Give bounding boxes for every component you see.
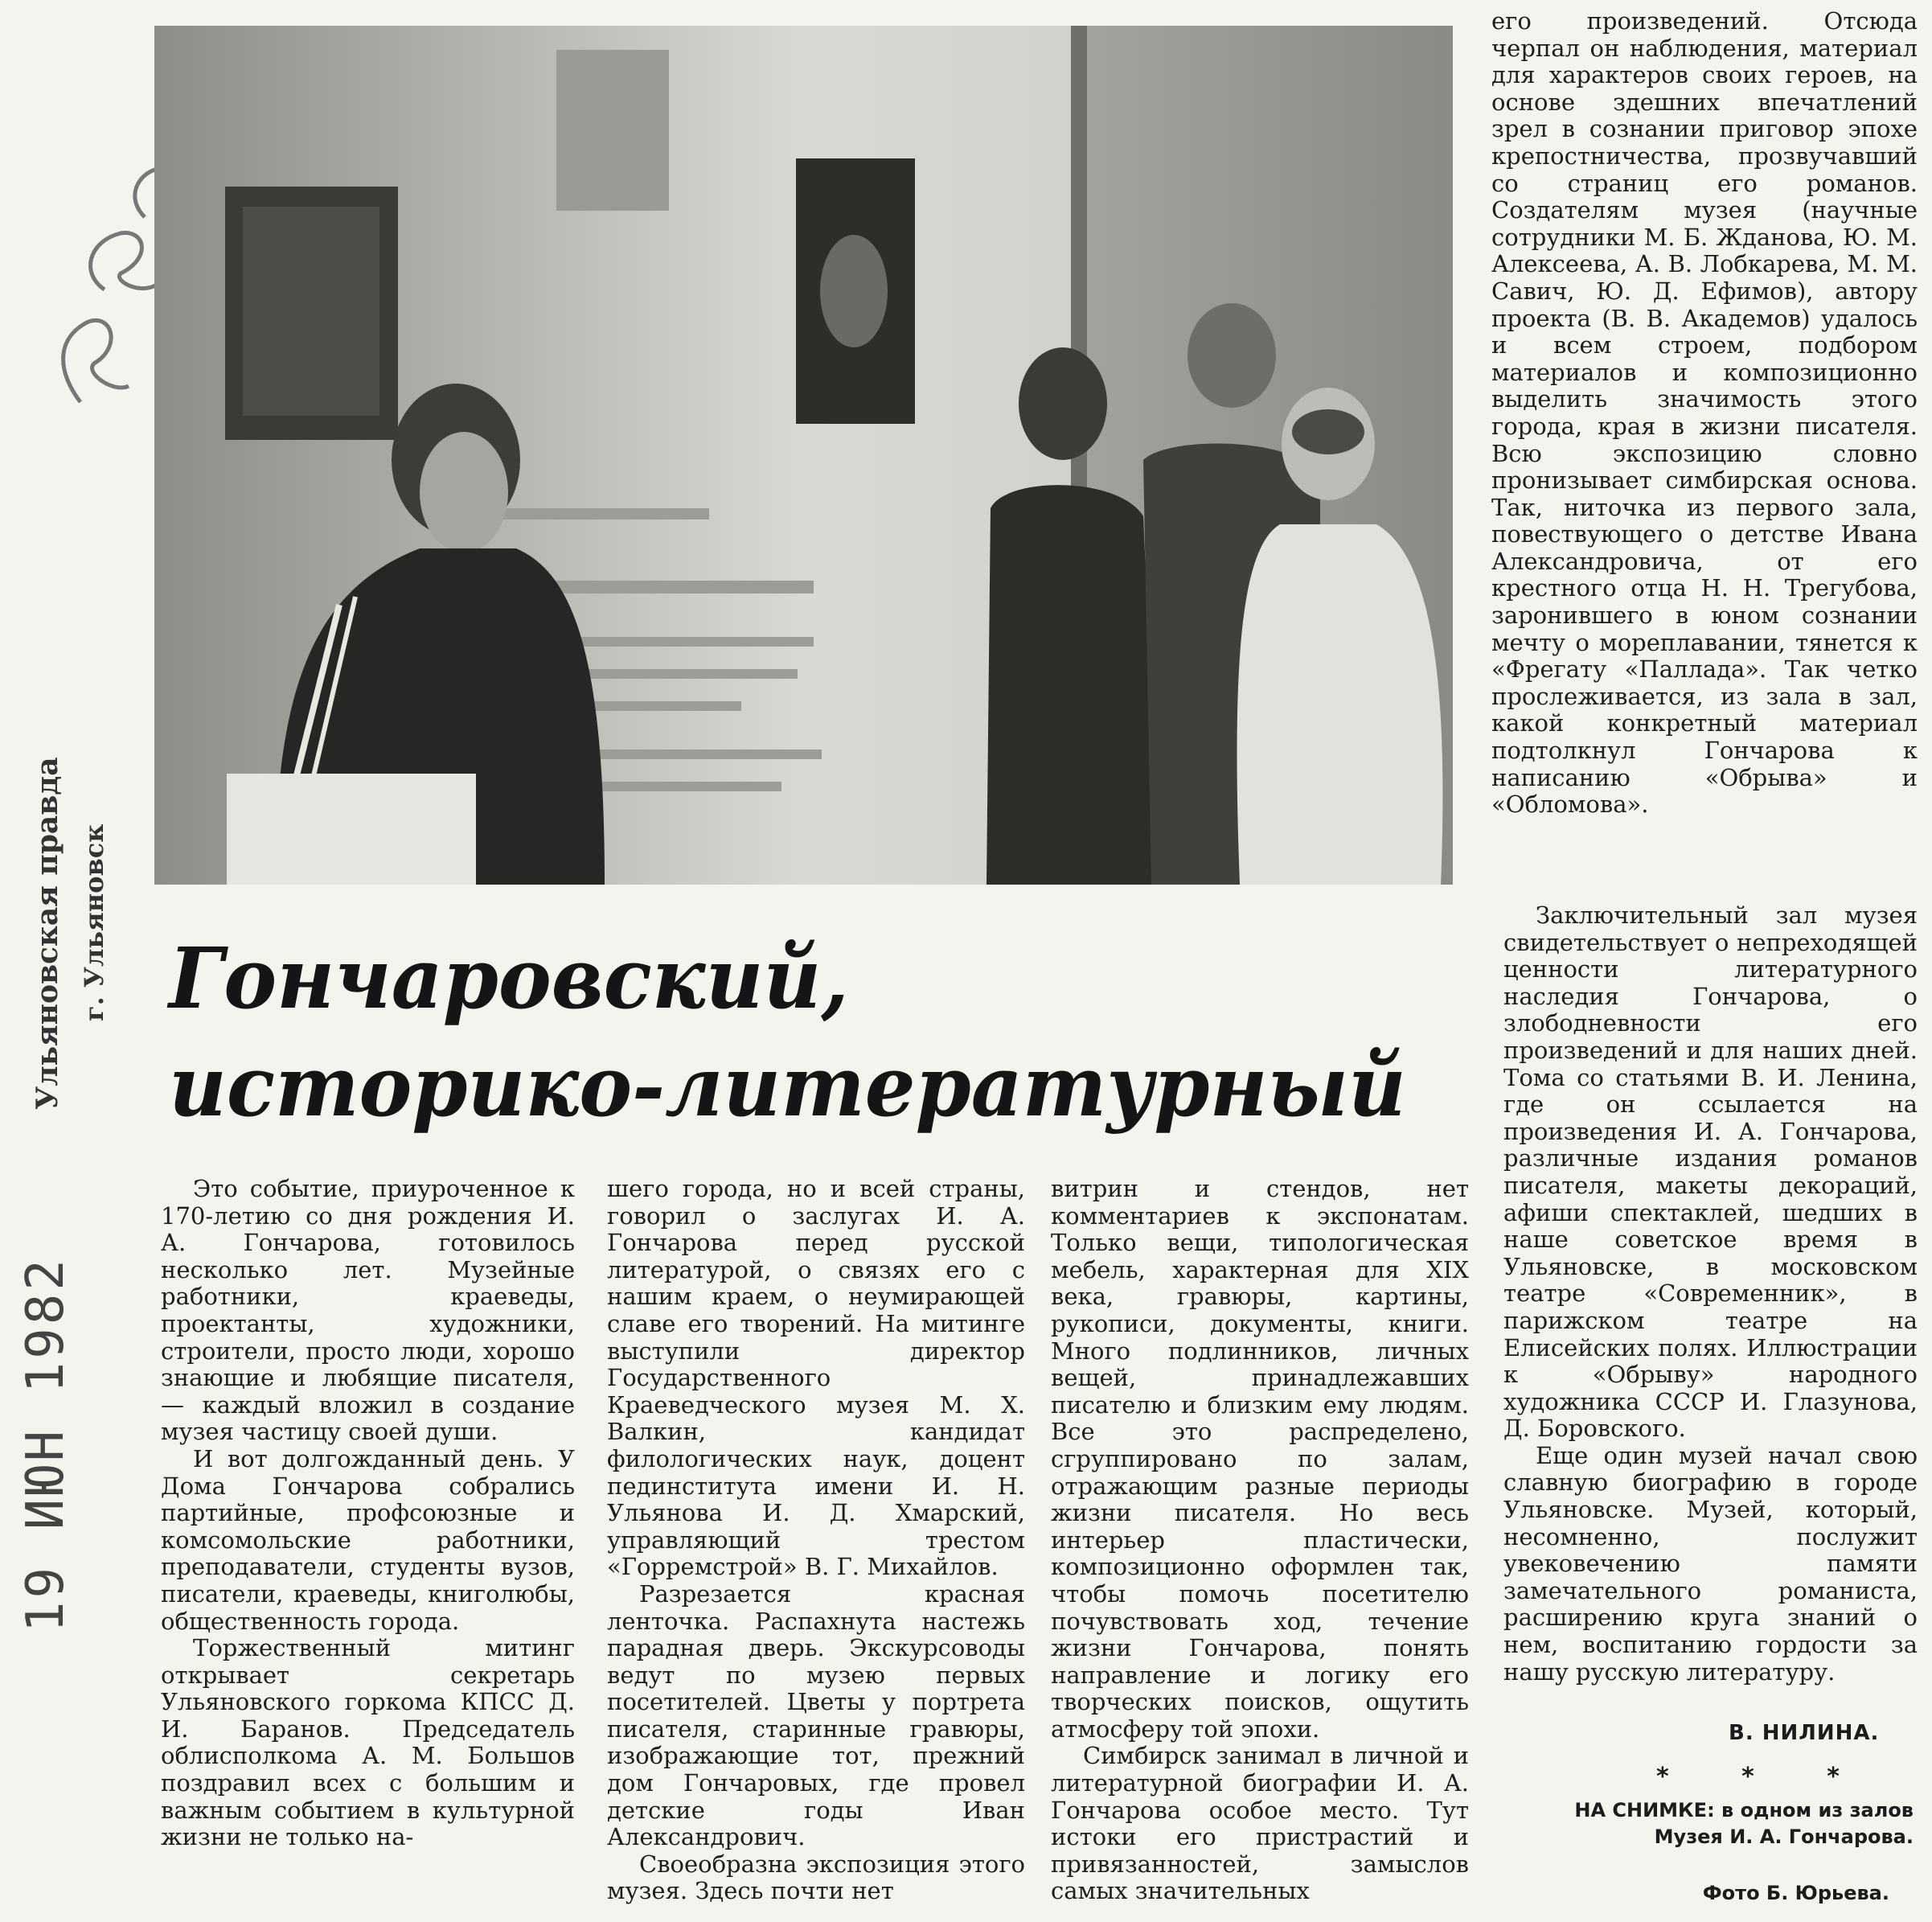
paragraph: И вот долгожданный день. У Дома Гончарова собрались партийные, профсоюзные и комсомольские работники, преподаватели, студенты вузов, писатели, краеведы, книголюбы, общественность города. [161,1444,575,1635]
paragraph: Торжественный митинг открывает секретарь Ульяновского горкома КПСС Д. И. Баранов. Председатель облисполкома А. М. Большов поздравил всех с большим и важным событием в культурной жизни не только на- [161,1634,575,1851]
article-column-2 [607,1176,1025,1905]
museum-photo [154,26,1453,885]
paragraph: Симбирск занимал в личной и литературной биографии И. А. Гончарова особое место. Тут истоки его пристрастий и привязанностей, замыслов самых значительных [1051,1742,1469,1905]
museum-photo-image [154,26,1453,885]
caption-label: НА СНИМКЕ: [1574,1799,1715,1821]
paragraph: витрин и стендов, нет комментариев к экспонатам. Только вещи, типологическая мебель, характерная для XIX века, гравюры, картины, рукописи, документы, книги. Много подлинников, личных вещей, принадлежавших писателю и близким ему людям. Все это распределено, сгруппировано по залам, отражающим разные периоды жизни писателя. Но весь интерьер пластически, композиционно оформлен так, чтобы помочь посетителю почувствовать ход, течение жизни Гончарова, понять направление и логику его творческих поисков, ощутить атмосферу той эпохи. [1051,1175,1469,1743]
source-newspaper: Ульяновская правда [31,757,64,1110]
source-city: г. Ульяновск [79,823,109,1021]
paragraph: Еще один музей начал свою славную биографию в городе Ульяновске. Музей, который, несомненно, послужит увековечению памяти замечательного романиста, расширению круга знаний о нем, воспитанию гордости за нашу русскую литературу. [1503,1441,1918,1686]
article-column-3 [1051,1176,1469,1905]
section-separator: * * * [1656,1763,1872,1791]
paragraph: Своеобразна экспозиция этого музея. Здесь почти нет [607,1850,1025,1905]
headline-line-2: историко-литературный [169,1037,1406,1136]
article-column-1 [161,1176,575,1851]
article-column-4-continued [1503,902,1918,1686]
article-headline [169,925,1406,1140]
photo-caption [1528,1797,1914,1850]
paragraph: шего города, но и всей страны, говорил о заслугах И. А. Гончарова перед русской литературой, о связях его с нашим краем, о неумирающей славе его творений. На митинге выступили директор Государственного Краеведческого музея М. Х. Валкин, кандидат филологических наук, доцент пединститута имени И. Н. Ульянова И. Д. Хмарский, управляющий трестом «Горремстрой» В. Г. Михайлов. [607,1175,1025,1581]
paragraph: Заключительный зал музея свидетельствует о непреходящей ценности литературного наследия Гончарова, о злободневности его произведений и для наших дней. Тома со статьями В. И. Ленина, где он ссылается на произведения И. А. Гончарова, различные издания романов писателя, макеты декораций, афиши спектаклей, шедших в наше советское время в Ульяновске, в московском театре «Современник», в парижском театре на Елисейских полях. Иллюстрации к «Обрыву» народного художника СССР И. Глазунова, Д. Боровского. [1503,901,1918,1443]
date-stamp: 19 ИЮН 1982 [16,1256,76,1632]
caption-text: в одном из залов Музея И. А. Гончарова. [1654,1799,1914,1848]
author-signature: В. НИЛИНА. [1729,1721,1880,1745]
article-column-4 [1491,8,1918,819]
paragraph: его произведений. Отсюда черпал он наблюдения, материал для характеров своих героев, на основе здешних впечатлений зрел в сознании приговор эпохе крепостничества, прозвучавший со страниц его романов. Создателям музея (научные сотрудники М. Б. Жданова, Ю. М. Алексеева, А. В. Лобкарева, М. М. Савич, Ю. Д. Ефимов), автору проекта (В. В. Академов) удалось и всем строем, подбором материалов и композиционно выделить значимость этого города, края в жизни писателя. Всю экспозицию словно пронизывает симбирская основа. Так, ниточка из первого зала, повествующего о детстве Ивана Александровича, от его крестного отца Н. Н. Трегубова, заронившего в юном сознании мечту о мореплавании, тянется к «Фрегату «Паллада». Так четко прослеживается, из зала в зал, какой конкретный материал подтолкнул Гончарова к написанию «Обрыва» и «Обломова». [1491,7,1918,819]
headline-line-1: Гончаровский, [169,929,849,1028]
source-margin [23,708,111,1110]
photo-credit: Фото Б. Юрьева. [1702,1882,1889,1904]
paragraph: Это событие, приуроченное к 170-летию со дня рождения И. А. Гончарова, готовилось несколько лет. Музейные работники, краеведы, проектанты, художники, строители, просто люди, хорошо знающие и любящие писателя, — каждый вложил в создание музея частицу своей души. [161,1175,575,1446]
paragraph: Разрезается красная ленточка. Распахнута настежь парадная дверь. Экскурсоводы ведут по музею первых посетителей. Цветы у портрета писателя, старинные гравюры, изображающие тот, прежний дом Гончаровых, где провел детские годы Иван Александрович. [607,1579,1025,1851]
